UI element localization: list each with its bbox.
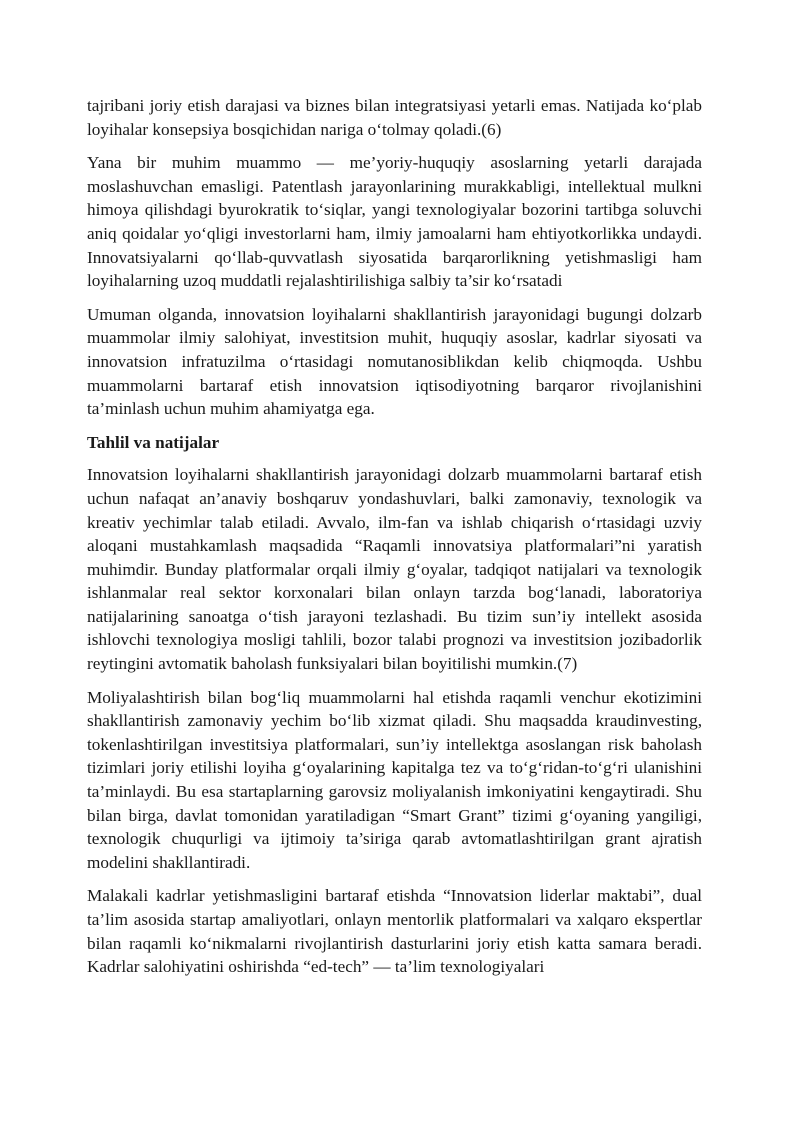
paragraph: Umuman olganda, innovatsion loyihalarni shakllantirish jarayonidagi bugungi dolzarb muammolar ilmiy salohiyat, investitsion muhit, huquqiy asoslar, kadrlar siyosati va innovatsion infratuzilma o‘rtasidagi nomutanosiblikdan kelib chiqmoqda. Ushbu muammolarni bartaraf etish innovatsion iqtisodiyotning barqaror rivojlanishini ta’minlash uchun muhim ahamiyatga ega.: [87, 304, 702, 419]
paragraph: Yana bir muhim muammo — me’yoriy-huquqiy asoslarning yetarli darajada moslashuvchan emasligi. Patentlash jarayonlarining murakkabligi, intellektual mulkni himoya qilishdagi byurokratik to‘siqlar, yangi texnologiyalar bozorini tartibga soluvchi aniq qoidalar yo‘qligi investorlarni ham, ilmiy jamoalarni ham ehtiyotkorlikka undaydi. Innovatsiyalarni qo‘llab-quvvatlash siyosatida barqarorlikning yetishmasligi ham loyihalarning uzoq muddatli rejalashtirilishiga salbiy ta’sir ko‘rsatadi: [87, 153, 702, 291]
section-heading: Tahlil va natijalar: [87, 432, 220, 452]
paragraph: Moliyalashtirish bilan bog‘liq muammolarni hal etishda raqamli venchur ekotizimini shakllantirish zamonaviy yechim bo‘lib xizmat qiladi. Shu maqsadda kraudinvesting, tokenlashtirilgan investitsiya platformalari, sun’iy intellektga asoslangan risk baholash tizimlari joriy etilishi loyiha g‘oyalarining kapitalga tez va to‘g‘ridan-to‘g‘ri ulanishini ta’minlaydi. Bu esa startaplarning garovsiz moliyalanish imkoniyatini kengaytiradi. Shu bilan birga, davlat tomonidan yaratiladigan “Smart Grant” tizimi g‘oyaning yangiligi, texnologik chuqurligi va ijtimoiy ta’siriga qarab avtomatlashtirilgan grant ajratish modelini shakllantiradi.: [87, 687, 702, 872]
paragraph: Malakali kadrlar yetishmasligini bartaraf etishda “Innovatsion liderlar maktabi”, dual ta’lim asosida startap amaliyotlari, onlayn mentorlik platformalari va xalqaro ekspertlar bilan raqamli ko‘nikmalarni rivojlantirish dasturlarini joriy etish katta samara beradi. Kadrlar salohiyatini oshirishda “ed-tech” — ta’lim texnologiyalari: [87, 886, 702, 977]
document-page: [87, 94, 702, 989]
paragraph: Innovatsion loyihalarni shakllantirish jarayonidagi dolzarb muammolarni bartaraf etish uchun nafaqat an’anaviy boshqaruv yondashuvlari, balki zamonaviy, texnologik va kreativ yechimlar talab etiladi. Avvalo, ilm-fan va ishlab chiqarish o‘rtasidagi uzviy aloqani mustahkamlash maqsadida “Raqamli innovatsiya platformalari”ni yaratish muhimdir. Bunday platformalar orqali ilmiy g‘oyalar, tadqiqot natijalari va texnologik ishlanmalar real sektor korxonalari bilan onlayn tarzda bog‘lanadi, laboratoriya natijalarining sanoatga o‘tish jarayoni tezlashadi. Bu tizim sun’iy intellekt asosida ishlovchi texnologiya mosligi tahlili, bozor talabi prognozi va investitsion jozibadorlik reytingini avtomatik baholash funksiyalari bilan boyitilishi mumkin.(7): [87, 465, 702, 674]
paragraph: tajribani joriy etish darajasi va biznes bilan integratsiyasi yetarli emas. Natijada ko‘plab loyihalar konsepsiya bosqichidan nariga o‘tolmay qoladi.(6): [87, 96, 702, 139]
